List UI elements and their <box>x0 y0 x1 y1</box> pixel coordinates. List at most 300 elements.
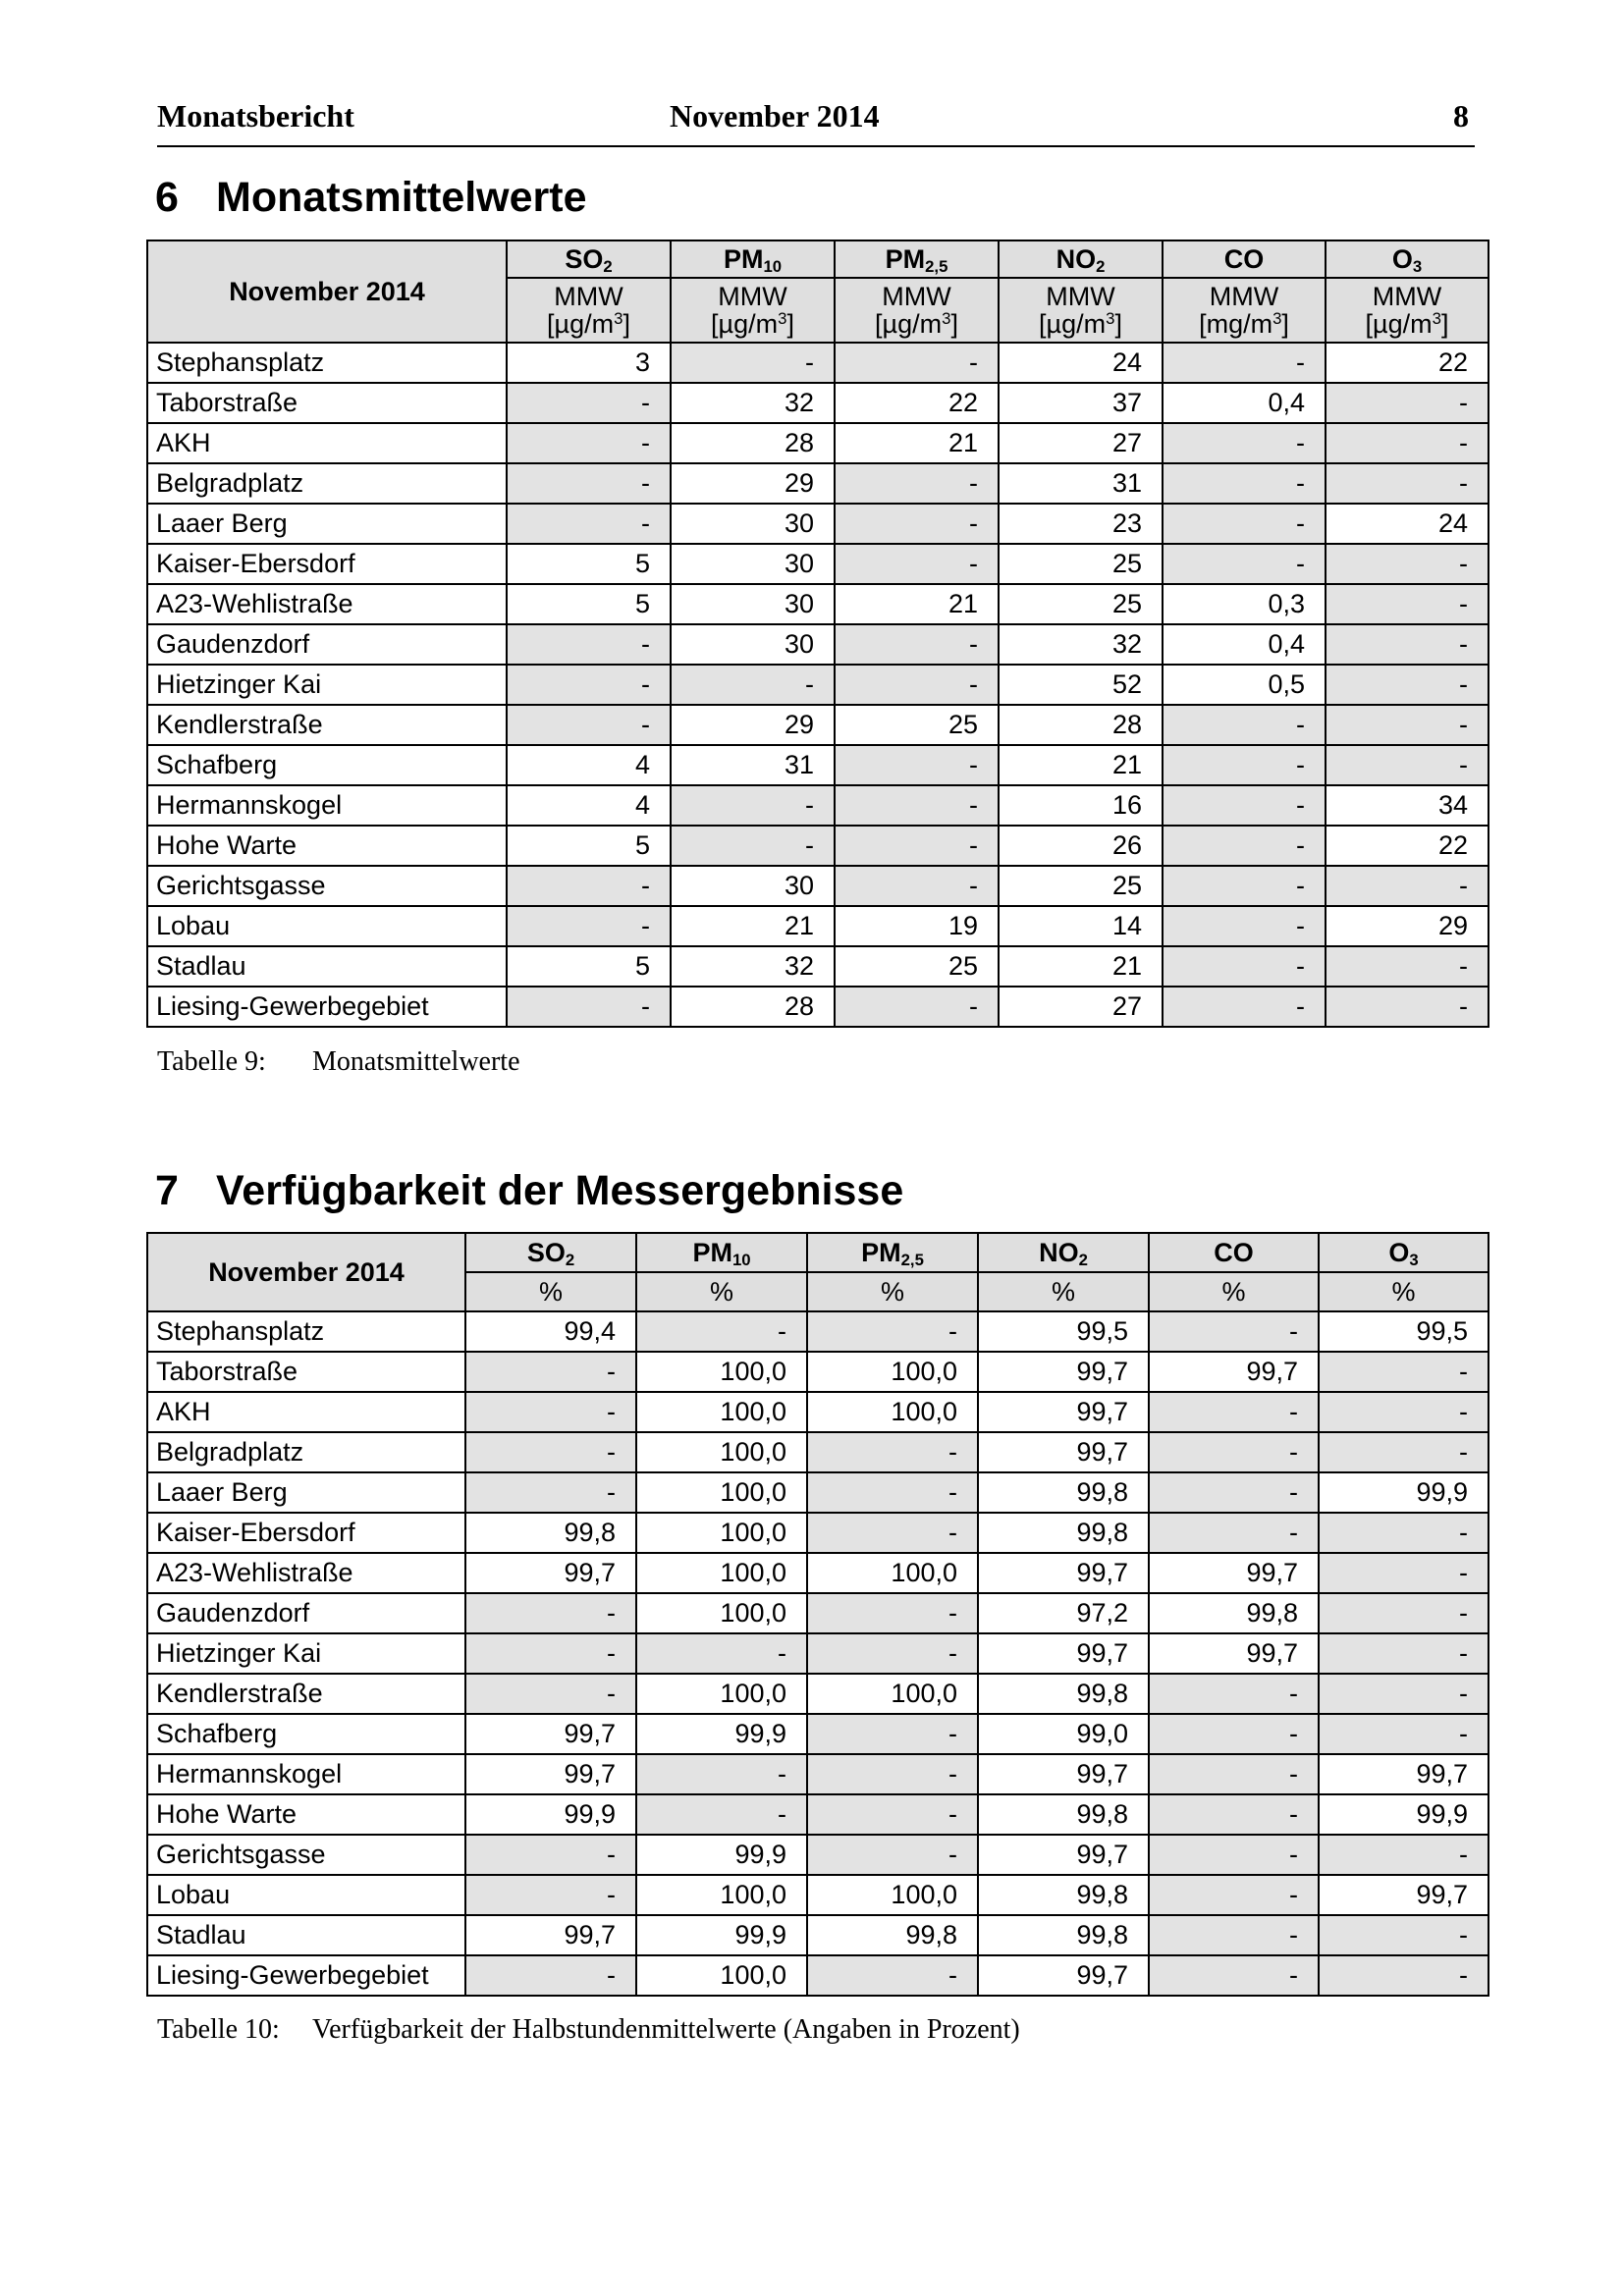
value-cell: - <box>1149 1875 1319 1915</box>
value-cell: - <box>1163 423 1326 463</box>
metric-label: MMW <box>1046 281 1115 311</box>
value-cell: 100,0 <box>636 1392 807 1432</box>
value-cell: 99,9 <box>1319 1794 1489 1835</box>
metric-label: MMW <box>718 281 787 311</box>
station-name: Kaiser-Ebersdorf <box>147 1513 465 1553</box>
station-name: Lobau <box>147 1875 465 1915</box>
value-cell: - <box>1149 1674 1319 1714</box>
value-cell: 99,7 <box>465 1754 636 1794</box>
value-cell: - <box>1326 463 1489 504</box>
value-cell: - <box>1149 1392 1319 1432</box>
value-cell: 99,7 <box>465 1553 636 1593</box>
metric-label: MMW <box>1372 281 1442 311</box>
pollutant-subscript: 2 <box>565 1251 575 1269</box>
caption-label: Tabelle 9: <box>157 1046 266 1077</box>
value-cell: 25 <box>999 866 1163 906</box>
table-row <box>147 1633 1489 1674</box>
value-cell: 0,4 <box>1163 383 1326 423</box>
value-cell: 100,0 <box>807 1352 978 1392</box>
value-cell: - <box>507 504 671 544</box>
unit-label: % <box>538 1276 563 1307</box>
unit-exponent: 3 <box>778 308 787 328</box>
value-cell: - <box>507 423 671 463</box>
value-cell: - <box>807 1714 978 1754</box>
value-cell: - <box>1163 544 1326 584</box>
value-cell: 100,0 <box>636 1553 807 1593</box>
unit-header <box>507 278 671 343</box>
page-number: 8 <box>1453 98 1469 133</box>
pollutant-subscript: 10 <box>731 1251 751 1269</box>
value-cell: - <box>1326 665 1489 705</box>
value-cell: 0,3 <box>1163 584 1326 624</box>
pollutant-symbol: NO <box>1056 243 1097 274</box>
unit-label <box>1164 310 1325 338</box>
value-cell: 28 <box>671 423 835 463</box>
table-row <box>147 987 1489 1027</box>
pollutant-subscript: 3 <box>1412 257 1423 276</box>
table-row <box>147 785 1489 826</box>
value-cell: 99,9 <box>636 1714 807 1754</box>
station-name: Liesing-Gewerbegebiet <box>147 1955 465 1996</box>
value-cell: - <box>807 1472 978 1513</box>
unit-label <box>1326 310 1488 338</box>
unit-label <box>672 310 834 338</box>
pollutant-subscript: 2,5 <box>925 257 948 276</box>
table-caption-9 <box>157 1046 520 1078</box>
value-cell: 21 <box>999 745 1163 785</box>
value-cell: 99,7 <box>1149 1553 1319 1593</box>
value-cell: 99,7 <box>978 1754 1149 1794</box>
station-name: Kendlerstraße <box>147 705 507 745</box>
table-row <box>147 1311 1489 1352</box>
value-cell: 99,0 <box>978 1714 1149 1754</box>
value-cell: - <box>835 665 999 705</box>
unit-text: [µg/m <box>1039 309 1107 339</box>
value-cell: 99,7 <box>1149 1633 1319 1674</box>
table-row <box>147 665 1489 705</box>
unit-text: [µg/m <box>1365 309 1433 339</box>
section-title: Verfügbarkeit der Messergebnisse <box>216 1167 904 1214</box>
pollutant-subscript: 10 <box>763 257 783 276</box>
value-cell: 25 <box>999 544 1163 584</box>
value-cell: 99,9 <box>465 1794 636 1835</box>
caption-label: Tabelle 10: <box>157 2014 280 2045</box>
value-cell: - <box>507 463 671 504</box>
monthly-means-body <box>147 343 1489 1027</box>
value-cell: 100,0 <box>807 1875 978 1915</box>
value-cell: - <box>1163 946 1326 987</box>
caption-text: Verfügbarkeit der Halbstundenmittelwerte (Angaben in Prozent) <box>312 2014 1020 2045</box>
station-name: Belgradplatz <box>147 463 507 504</box>
value-cell: - <box>1326 584 1489 624</box>
metric-label: MMW <box>882 281 951 311</box>
value-cell: 4 <box>507 785 671 826</box>
value-cell: - <box>507 383 671 423</box>
value-cell: 21 <box>835 423 999 463</box>
table-row <box>147 1513 1489 1553</box>
value-cell: - <box>636 1633 807 1674</box>
unit-header <box>671 278 835 343</box>
value-cell: - <box>1163 463 1326 504</box>
table-row <box>147 1432 1489 1472</box>
value-cell: 100,0 <box>636 1513 807 1553</box>
value-cell: - <box>465 1472 636 1513</box>
value-cell: 30 <box>671 544 835 584</box>
value-cell: - <box>1149 1794 1319 1835</box>
value-cell: - <box>1319 1352 1489 1392</box>
value-cell: - <box>1326 946 1489 987</box>
value-cell: - <box>1149 1311 1319 1352</box>
monthly-means-header <box>147 240 1489 343</box>
table-row <box>147 1794 1489 1835</box>
table-row <box>147 1553 1489 1593</box>
value-cell: - <box>1163 826 1326 866</box>
table-row <box>147 383 1489 423</box>
value-cell: 27 <box>999 423 1163 463</box>
value-cell: - <box>1163 866 1326 906</box>
value-cell: 5 <box>507 584 671 624</box>
table-row <box>147 1955 1489 1996</box>
value-cell: 0,4 <box>1163 624 1326 665</box>
pollutant-header <box>1163 240 1326 278</box>
value-cell: 5 <box>507 946 671 987</box>
unit-text-end: ] <box>1281 309 1289 339</box>
value-cell: 29 <box>1326 906 1489 946</box>
table-caption-10 <box>157 2014 1020 2046</box>
metric-label: MMW <box>1209 281 1279 311</box>
value-cell: - <box>1319 1674 1489 1714</box>
value-cell: 99,5 <box>1319 1311 1489 1352</box>
value-cell: - <box>636 1794 807 1835</box>
station-name: Kaiser-Ebersdorf <box>147 544 507 584</box>
value-cell: 29 <box>671 463 835 504</box>
pollutant-subscript: 3 <box>1409 1251 1419 1269</box>
value-cell: - <box>1149 1513 1319 1553</box>
value-cell: - <box>807 1432 978 1472</box>
value-cell: - <box>807 1593 978 1633</box>
pollutant-symbol: O <box>1388 1237 1410 1267</box>
pollutant-header <box>1326 240 1489 278</box>
value-cell: - <box>1326 745 1489 785</box>
pollutant-header <box>1149 1233 1319 1272</box>
value-cell: - <box>1326 423 1489 463</box>
unit-header <box>1163 278 1326 343</box>
table-period-header: November 2014 <box>147 1233 465 1311</box>
value-cell: 99,7 <box>1319 1875 1489 1915</box>
value-cell: 99,9 <box>1319 1472 1489 1513</box>
unit-label: % <box>1221 1276 1246 1307</box>
value-cell: - <box>835 987 999 1027</box>
value-cell: - <box>507 624 671 665</box>
table-row <box>147 1875 1489 1915</box>
availability-header <box>147 1233 1489 1311</box>
pollutant-header <box>1319 1233 1489 1272</box>
pollutant-header <box>507 240 671 278</box>
table-row <box>147 504 1489 544</box>
value-cell: - <box>1149 1955 1319 1996</box>
value-cell: 100,0 <box>636 1593 807 1633</box>
availability-table <box>146 1232 1489 1997</box>
pollutant-subscript: 2,5 <box>900 1251 924 1269</box>
value-cell: 22 <box>835 383 999 423</box>
value-cell: - <box>671 785 835 826</box>
value-cell: - <box>1319 1553 1489 1593</box>
value-cell: - <box>1163 785 1326 826</box>
unit-text-end: ] <box>623 309 630 339</box>
page-header <box>157 94 1475 147</box>
station-name: A23-Wehlistraße <box>147 584 507 624</box>
value-cell: - <box>835 544 999 584</box>
station-name: Schafberg <box>147 1714 465 1754</box>
value-cell: - <box>807 1754 978 1794</box>
value-cell: - <box>507 987 671 1027</box>
pollutant-subscript: 2 <box>603 257 613 276</box>
station-name: Laaer Berg <box>147 504 507 544</box>
value-cell: 30 <box>671 504 835 544</box>
value-cell: 30 <box>671 624 835 665</box>
value-cell: 100,0 <box>636 1352 807 1392</box>
table-row <box>147 1472 1489 1513</box>
value-cell: 5 <box>507 544 671 584</box>
value-cell: - <box>465 1392 636 1432</box>
unit-header <box>999 278 1163 343</box>
table-row <box>147 423 1489 463</box>
value-cell: - <box>507 665 671 705</box>
value-cell: 99,7 <box>978 1352 1149 1392</box>
value-cell: 31 <box>671 745 835 785</box>
value-cell: - <box>636 1311 807 1352</box>
value-cell: 100,0 <box>636 1472 807 1513</box>
value-cell: 100,0 <box>636 1432 807 1472</box>
pollutant-symbol: SO <box>565 243 604 274</box>
value-cell: - <box>807 1633 978 1674</box>
station-name: AKH <box>147 1392 465 1432</box>
pollutant-symbol: CO <box>1214 1237 1254 1267</box>
value-cell: 0,5 <box>1163 665 1326 705</box>
value-cell: 32 <box>999 624 1163 665</box>
unit-header <box>835 278 999 343</box>
availability-body <box>147 1311 1489 1996</box>
value-cell: - <box>1326 383 1489 423</box>
section-heading-6 <box>155 174 587 221</box>
value-cell: - <box>835 745 999 785</box>
table-row <box>147 544 1489 584</box>
pollutant-symbol: PM <box>885 243 926 274</box>
report-period: November 2014 <box>670 98 880 133</box>
table-row <box>147 1392 1489 1432</box>
value-cell: 21 <box>835 584 999 624</box>
value-cell: 99,8 <box>978 1472 1149 1513</box>
unit-header <box>1319 1272 1489 1311</box>
value-cell: 99,8 <box>978 1513 1149 1553</box>
pollutant-symbol: PM <box>861 1237 901 1267</box>
value-cell: - <box>835 624 999 665</box>
value-cell: - <box>1149 1472 1319 1513</box>
unit-header <box>1149 1272 1319 1311</box>
pollutant-subscript: 2 <box>1096 257 1106 276</box>
pollutant-header <box>636 1233 807 1272</box>
section-title: Monatsmittelwerte <box>216 174 587 221</box>
value-cell: 21 <box>671 906 835 946</box>
value-cell: - <box>1163 906 1326 946</box>
table-row <box>147 584 1489 624</box>
pollutant-symbol: SO <box>526 1237 566 1267</box>
station-name: Hohe Warte <box>147 826 507 866</box>
value-cell: - <box>507 866 671 906</box>
station-name: Taborstraße <box>147 383 507 423</box>
value-cell: 34 <box>1326 785 1489 826</box>
value-cell: 99,5 <box>978 1311 1149 1352</box>
station-name: Hermannskogel <box>147 1754 465 1794</box>
unit-header <box>465 1272 636 1311</box>
value-cell: - <box>465 1955 636 1996</box>
station-name: Belgradplatz <box>147 1432 465 1472</box>
unit-exponent: 3 <box>942 308 951 328</box>
value-cell: 37 <box>999 383 1163 423</box>
value-cell: - <box>1319 1392 1489 1432</box>
unit-label: % <box>709 1276 733 1307</box>
unit-header <box>1326 278 1489 343</box>
station-name: Lobau <box>147 906 507 946</box>
unit-label: % <box>1051 1276 1075 1307</box>
value-cell: 30 <box>671 584 835 624</box>
value-cell: - <box>671 665 835 705</box>
pollutant-header <box>465 1233 636 1272</box>
pollutant-subscript: 2 <box>1078 1251 1088 1269</box>
unit-text: [µg/m <box>711 309 779 339</box>
value-cell: 4 <box>507 745 671 785</box>
table-row <box>147 624 1489 665</box>
table-period-header: November 2014 <box>147 240 507 343</box>
value-cell: 32 <box>671 946 835 987</box>
value-cell: - <box>465 1432 636 1472</box>
table-row <box>147 866 1489 906</box>
value-cell: - <box>1319 1915 1489 1955</box>
value-cell: - <box>807 1835 978 1875</box>
value-cell: 97,2 <box>978 1593 1149 1633</box>
unit-label <box>508 310 670 338</box>
value-cell: 25 <box>835 946 999 987</box>
table-row <box>147 1352 1489 1392</box>
value-cell: - <box>1326 866 1489 906</box>
value-cell: 26 <box>999 826 1163 866</box>
pollutant-header <box>978 1233 1149 1272</box>
pollutant-symbol: NO <box>1039 1237 1079 1267</box>
metric-label: MMW <box>554 281 623 311</box>
value-cell: - <box>1319 1432 1489 1472</box>
station-name: Gerichtsgasse <box>147 1835 465 1875</box>
value-cell: 3 <box>507 343 671 383</box>
station-name: Schafberg <box>147 745 507 785</box>
table-row <box>147 343 1489 383</box>
value-cell: 22 <box>1326 826 1489 866</box>
value-cell: 99,7 <box>465 1915 636 1955</box>
value-cell: - <box>1149 1835 1319 1875</box>
value-cell: - <box>465 1875 636 1915</box>
station-name: Gerichtsgasse <box>147 866 507 906</box>
station-name: Hohe Warte <box>147 1794 465 1835</box>
pollutant-header <box>807 1233 978 1272</box>
pollutant-header <box>835 240 999 278</box>
value-cell: - <box>1319 1835 1489 1875</box>
value-cell: 99,7 <box>978 1392 1149 1432</box>
station-name: Hietzinger Kai <box>147 665 507 705</box>
unit-label <box>836 310 998 338</box>
value-cell: 19 <box>835 906 999 946</box>
pollutant-header <box>671 240 835 278</box>
table-row <box>147 906 1489 946</box>
value-cell: - <box>1163 987 1326 1027</box>
value-cell: 99,8 <box>978 1674 1149 1714</box>
value-cell: 31 <box>999 463 1163 504</box>
value-cell: - <box>835 463 999 504</box>
value-cell: 23 <box>999 504 1163 544</box>
value-cell: 100,0 <box>807 1392 978 1432</box>
value-cell: 100,0 <box>636 1674 807 1714</box>
value-cell: - <box>1319 1593 1489 1633</box>
table-row <box>147 1593 1489 1633</box>
value-cell: - <box>807 1955 978 1996</box>
unit-text-end: ] <box>786 309 794 339</box>
value-cell: 100,0 <box>807 1553 978 1593</box>
value-cell: - <box>507 705 671 745</box>
station-name: Stadlau <box>147 946 507 987</box>
value-cell: 25 <box>999 584 1163 624</box>
value-cell: 30 <box>671 866 835 906</box>
unit-header <box>978 1272 1149 1311</box>
table-row <box>147 1835 1489 1875</box>
value-cell: 99,8 <box>978 1794 1149 1835</box>
value-cell: 99,7 <box>978 1955 1149 1996</box>
station-name: Gaudenzdorf <box>147 1593 465 1633</box>
value-cell: 14 <box>999 906 1163 946</box>
value-cell: 52 <box>999 665 1163 705</box>
station-name: Gaudenzdorf <box>147 624 507 665</box>
table-row <box>147 946 1489 987</box>
station-name: Stephansplatz <box>147 1311 465 1352</box>
value-cell: - <box>807 1311 978 1352</box>
value-cell: - <box>1326 624 1489 665</box>
value-cell: - <box>1319 1955 1489 1996</box>
value-cell: 22 <box>1326 343 1489 383</box>
unit-exponent: 3 <box>614 308 623 328</box>
table-row <box>147 1674 1489 1714</box>
value-cell: - <box>465 1593 636 1633</box>
value-cell: - <box>1163 343 1326 383</box>
value-cell: - <box>1326 544 1489 584</box>
value-cell: - <box>1149 1915 1319 1955</box>
value-cell: 99,7 <box>978 1633 1149 1674</box>
table-row <box>147 826 1489 866</box>
station-name: Taborstraße <box>147 1352 465 1392</box>
value-cell: 21 <box>999 946 1163 987</box>
value-cell: - <box>507 906 671 946</box>
value-cell: - <box>835 866 999 906</box>
value-cell: - <box>835 785 999 826</box>
value-cell: 28 <box>999 705 1163 745</box>
value-cell: 99,8 <box>465 1513 636 1553</box>
value-cell: - <box>465 1352 636 1392</box>
station-name: Hietzinger Kai <box>147 1633 465 1674</box>
unit-exponent: 3 <box>1432 308 1441 328</box>
value-cell: 29 <box>671 705 835 745</box>
value-cell: 99,8 <box>1149 1593 1319 1633</box>
value-cell: - <box>1163 504 1326 544</box>
value-cell: 24 <box>1326 504 1489 544</box>
value-cell: 28 <box>671 987 835 1027</box>
table-row <box>147 1754 1489 1794</box>
value-cell: 16 <box>999 785 1163 826</box>
